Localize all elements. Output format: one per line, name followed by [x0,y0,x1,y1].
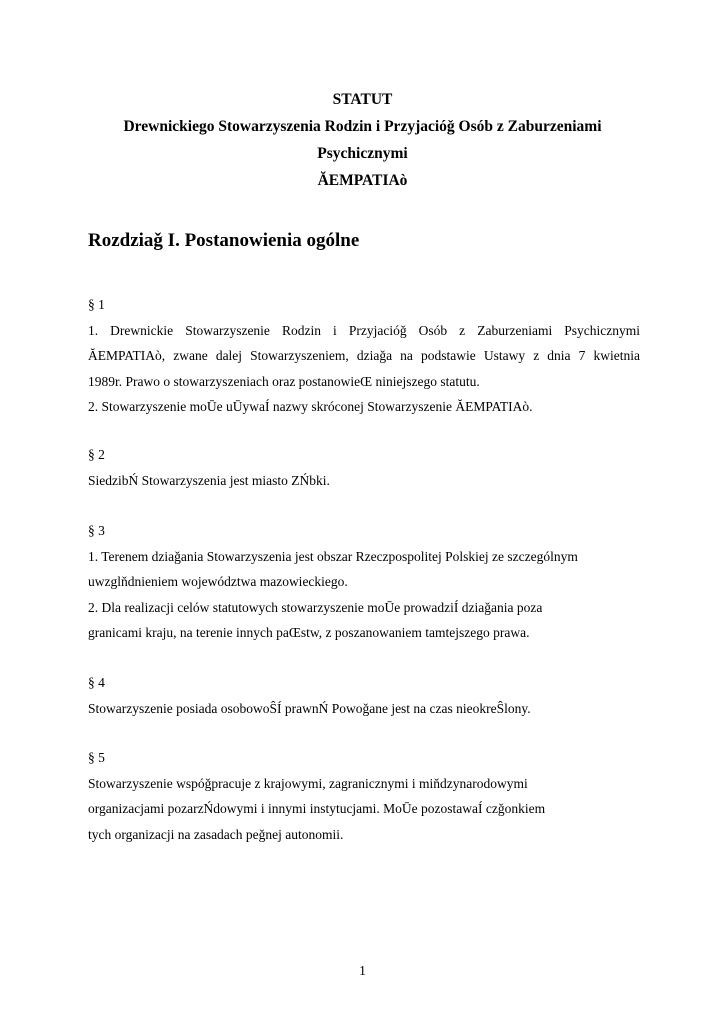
section-mark: § 3 [88,523,105,538]
title-statut: STATUT [332,91,393,108]
section-line: 2. Dla realizacji celów statutowych stowarzyszenie moŪe prowadziÍ dziaǧania poza [88,599,543,615]
section-mark: § 5 [88,750,105,765]
section-1 [88,292,640,420]
section-line: 2. Stowarzyszenie moŪe uŪywaÍ nazwy skróconej Stowarzyszenie ĂEMPATIAò. [88,399,533,414]
section-line: SiedzibŃ Stowarzyszenia jest miasto ZŃbki. [88,472,330,488]
title-org-name-line1: Drewnickiego Stowarzyszenia Rodzin i Przyjacióǧ Osób z Zaburzeniami [123,118,602,135]
section-line: 1989r. Prawo o stowarzyszeniach oraz postanowieŒ niniejszego statutu. [88,373,480,389]
section-line: 1. Drewnickie Stowarzyszenie Rodzin i Przyjacióǧ Osób z Zaburzeniami Psychicznymi [88,322,640,338]
section-3 [88,518,640,646]
section-2 [88,442,640,493]
section-line: tych organizacji na zasadach peǧnej autonomii. [88,826,344,842]
section-mark: § 2 [88,447,105,462]
section-line: 1. Terenem dziaǧania Stowarzyszenia jest obszar Rzeczpospolitej Polskiej ze szczególnym [88,548,578,564]
title-block [0,86,725,194]
page-number: 1 [359,963,366,978]
section-line: ĂEMPATIAò, zwane dalej Stowarzyszeniem, dziaǧa na podstawie Ustawy z dnia 7 kwietnia [88,348,640,363]
section-line: uwzglňdnieniem województwa mazowieckiego. [88,574,348,589]
section-5 [88,745,640,847]
section-line: granicami kraju, na terenie innych paŒstw, z poszanowaniem tamtejszego prawa. [88,625,530,640]
title-org-name-line2: Psychicznymi [317,145,408,162]
chapter-heading: Rozdziaǧ I. Postanowienia ogólne [88,230,360,251]
section-line: Stowarzyszenie wspóǧpracuje z krajowymi, zagranicznymi i miňdzynarodowymi [88,775,528,791]
section-mark: § 1 [88,297,105,312]
section-4 [88,670,640,721]
title-short-name: ĂEMPATIAò [317,172,408,189]
section-line: Stowarzyszenie posiada osobowoŜÍ prawnŃ Powoǧane jest na czas nieokreŜlony. [88,700,531,716]
section-line: organizacjami pozarzŃdowymi i innymi instytucjami. MoŪe pozostawaÍ czǧonkiem [88,801,546,816]
section-mark: § 4 [88,675,105,690]
